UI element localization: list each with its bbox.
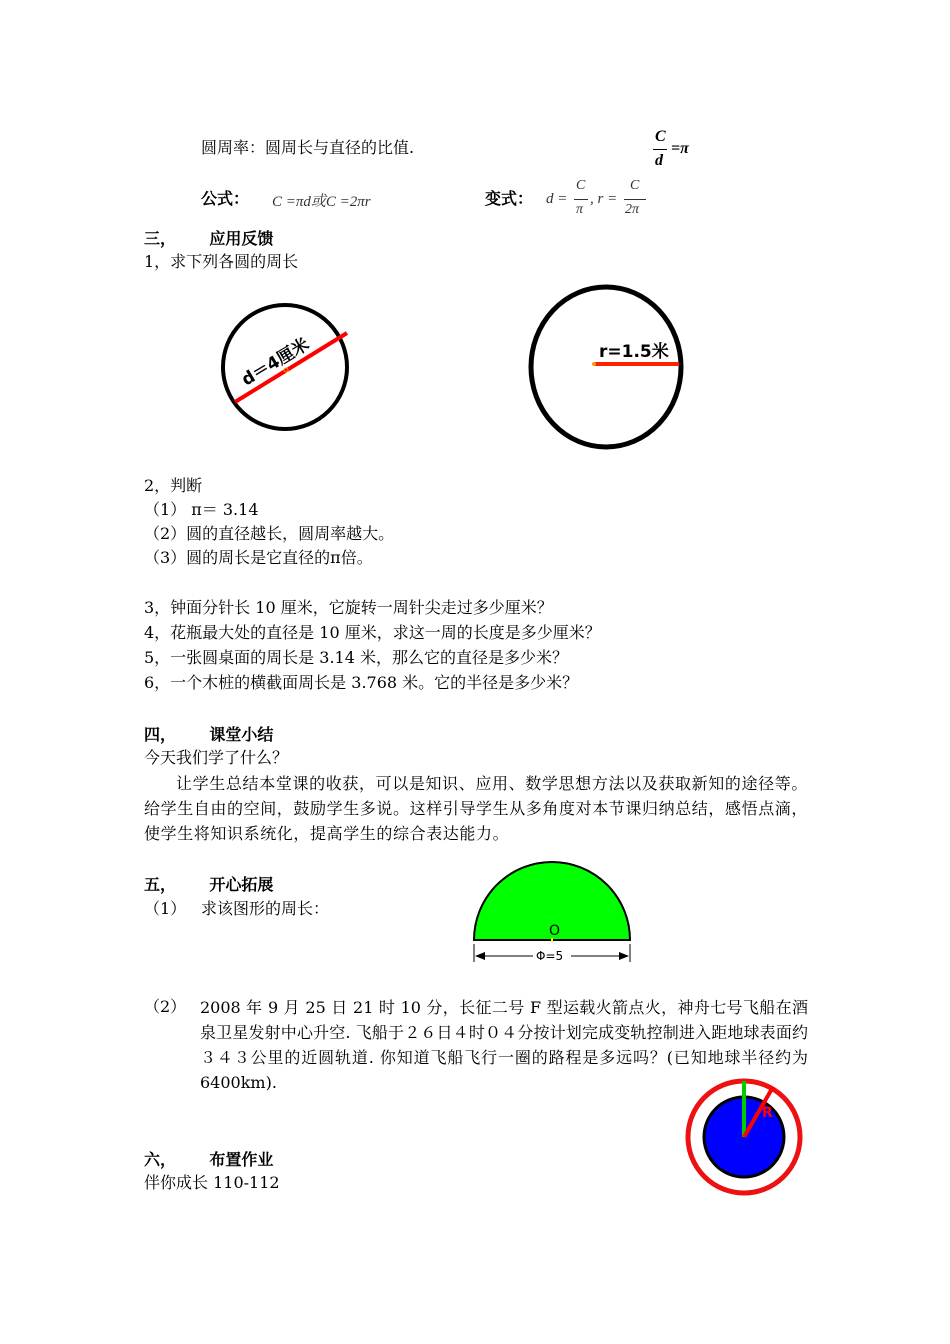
circle-radius-figure — [525, 280, 695, 455]
fraction-denominator: d — [655, 152, 663, 169]
variant-r-bar — [624, 199, 646, 200]
q3: 3，钟面分针长 10 厘米，它旋转一周针尖走过多少厘米？ — [144, 598, 553, 617]
semicircle-center-label: O — [549, 923, 561, 939]
extension-item1-text: 求该图形的周长： — [201, 899, 330, 918]
q5: 5，一张圆桌面的周长是 3.14 米，那么它的直径是多少米？ — [144, 648, 568, 667]
formula: C =πd或C =2πr — [272, 194, 371, 210]
earth-radius-label: R — [762, 1105, 773, 1121]
section6-heading: 六， 布置作业 — [144, 1150, 274, 1169]
circle-diameter-figure — [200, 290, 370, 450]
homework: 伴你成长 110-112 — [144, 1173, 280, 1192]
dimension-arrow-right — [619, 952, 629, 960]
variant-d-bar — [574, 199, 588, 200]
section3-heading: 三， 应用反馈 — [144, 229, 274, 248]
radius-label: r=1.5米 — [599, 342, 669, 362]
dimension-label: Φ=5 — [536, 949, 564, 963]
q1: 1，求下列各圆的周长 — [144, 252, 299, 271]
variant-r-denominator: 2π — [625, 202, 640, 217]
q2: 2，判断 — [144, 476, 203, 495]
extension-item1-number: （1） — [144, 899, 187, 918]
fraction-result: =π — [671, 140, 689, 157]
variant-r-numerator: C — [630, 178, 640, 193]
q2-item-1: （1） π＝ 3.14 — [144, 500, 259, 519]
formula-label: 公式： — [201, 189, 250, 208]
variant-sep: , r = — [590, 191, 618, 207]
extension-item2-text: 2008 年 9 月 25 日 21 时 10 分，长征二号 F 型运载火箭点火，神舟七号飞船在酒泉卫星发射中心升空. 飞船于２６日４时０４分按计划完成变轨控制进入距地球表面约３４３公里的近圆轨道. 你知道飞船飞行一圈的路程是多远吗？(已知地球半径约为 6400km). — [200, 998, 808, 1092]
summary-paragraph — [144, 771, 808, 846]
section5-heading: 五， 开心拓展 — [144, 875, 274, 894]
variant-label: 变式： — [485, 189, 534, 208]
q2-item-3: （3）圆的周长是它直径的π倍。 — [144, 548, 373, 567]
earth-orbit-figure — [680, 1075, 810, 1205]
semicircle-figure — [465, 858, 640, 970]
q6: 6，一个木桩的横截面周长是 3.768 米。它的半径是多少米？ — [144, 673, 579, 692]
center-point-2 — [592, 362, 596, 366]
extension-item2-number: （2） — [144, 997, 187, 1016]
fraction-bar — [653, 149, 667, 150]
pi-definition: 圆周率：圆周长与直径的比值. — [201, 138, 415, 157]
q2-item-2: （2）圆的直径越长，圆周率越大。 — [144, 524, 395, 543]
dimension-arrow-left — [475, 952, 485, 960]
q4: 4，花瓶最大处的直径是 10 厘米，求这一周的长度是多少厘米？ — [144, 623, 601, 642]
summary-paragraph-text: 让学生总结本堂课的收获，可以是知识、应用、数学思想方法以及获取新知的途径等。给学生自由的空间，鼓励学生多说。这样引导学生从多角度对本节课归纳总结，感悟点滴，使学生将知识系统化，提高学生的综合表达能力。 — [144, 774, 809, 843]
summary-question: 今天我们学了什么？ — [144, 748, 289, 767]
section4-heading: 四， 课堂小结 — [144, 725, 274, 744]
fraction-numerator: C — [655, 128, 666, 145]
variant-d-lhs: d = — [546, 191, 568, 207]
pi-fraction — [651, 128, 701, 174]
variant-d-denominator: π — [576, 202, 584, 217]
diameter-label: d＝4厘米 — [238, 334, 313, 391]
variant-d-numerator: C — [576, 178, 586, 193]
circle-outline-2 — [531, 287, 681, 447]
